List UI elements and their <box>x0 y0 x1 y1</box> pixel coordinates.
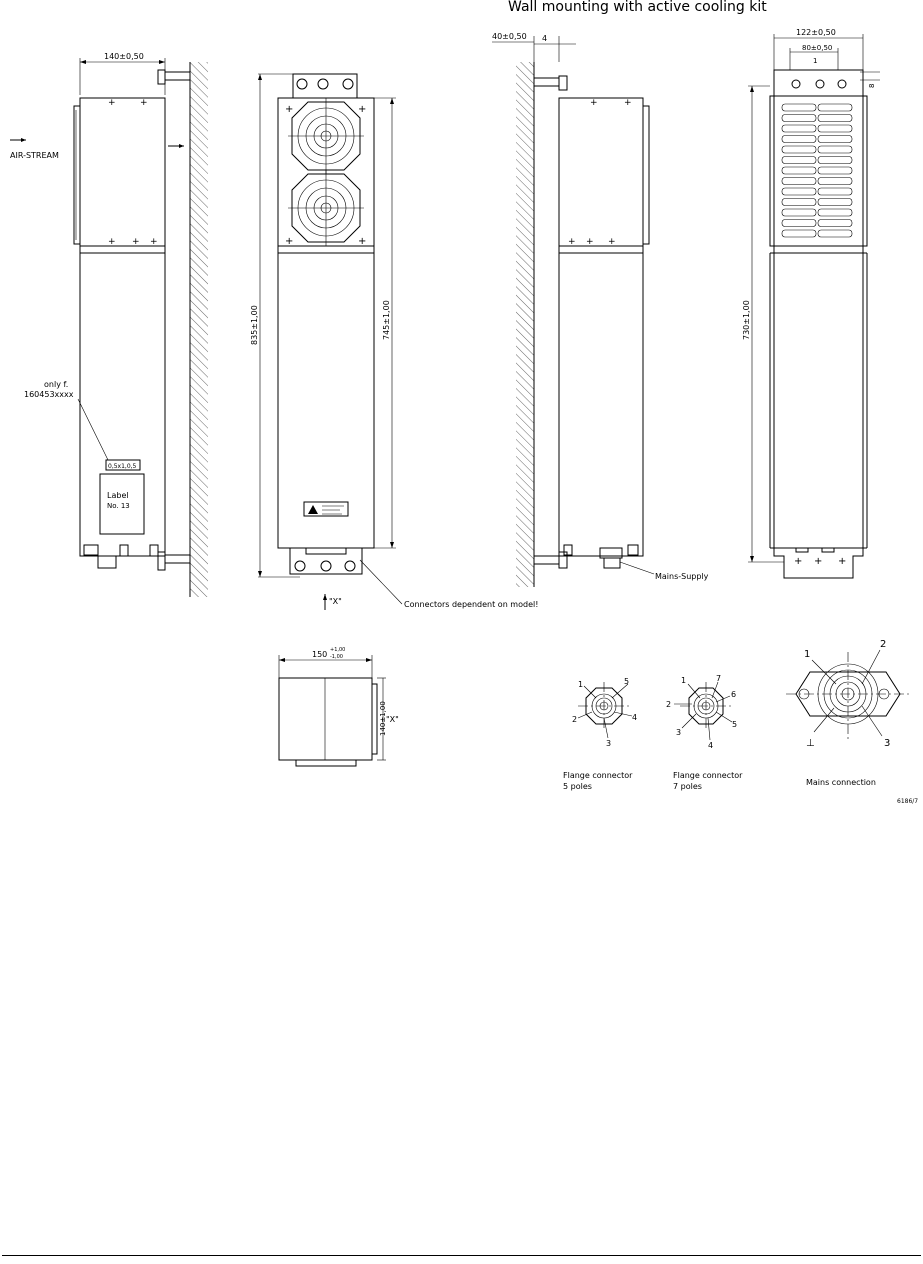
mains-pin-3: 3 <box>884 738 891 749</box>
front-view-fans <box>250 74 538 610</box>
dim-bottom-width: 150 <box>312 650 328 659</box>
svg-text:+: + <box>150 237 158 247</box>
svg-text:+: + <box>108 237 116 247</box>
label-number: No. 13 <box>107 502 130 510</box>
vent-slot <box>782 146 816 153</box>
vent-slot <box>818 104 852 111</box>
wall-hatch-right <box>516 62 534 587</box>
dim-wall-offset: 40±0,50 <box>492 32 527 41</box>
svg-text:+: + <box>590 98 598 108</box>
vent-slot <box>782 125 816 132</box>
label-box-top: 0,5x1,0,5 <box>108 463 137 470</box>
air-stream-label: AIR-STREAM <box>10 151 59 160</box>
conn5-pin-3: 3 <box>606 739 612 748</box>
svg-text:+: + <box>568 237 576 247</box>
vent-slot <box>818 199 852 206</box>
conn7-caption-1: Flange connector <box>673 771 743 780</box>
svg-text:+: + <box>132 237 140 247</box>
unit-body-left <box>80 98 165 556</box>
mains-pin-1: 1 <box>804 649 811 660</box>
wall-hatch-left <box>190 62 208 597</box>
drawing-title: Wall mounting with active cooling kit <box>508 0 767 15</box>
svg-text:+: + <box>624 98 632 108</box>
rear-view <box>742 28 880 578</box>
vent-slot <box>818 220 852 227</box>
vent-slot <box>782 115 816 122</box>
conn7-pin-4: 4 <box>708 741 714 750</box>
svg-text:+: + <box>108 98 116 108</box>
vent-grille <box>782 104 852 237</box>
svg-text:+: + <box>285 236 294 247</box>
part-number-label: 160453xxxx <box>24 390 74 399</box>
vent-slot <box>818 115 852 122</box>
conn5-pin-2: 2 <box>572 715 578 724</box>
vent-slot <box>782 220 816 227</box>
conn5-pin-1: 1 <box>578 680 584 689</box>
mains-connector <box>786 639 910 787</box>
mains-pin-ground: ⊥ <box>806 738 815 749</box>
dim-top-width: 122±0,50 <box>796 28 836 37</box>
mains-supply-label: Mains-Supply <box>655 572 709 581</box>
svg-text:+: + <box>814 556 823 567</box>
connector-7-pole <box>666 674 743 791</box>
mains-pin-2: 2 <box>880 639 887 650</box>
vent-slot <box>818 188 852 195</box>
vent-slot <box>818 136 852 143</box>
vent-slot <box>818 125 852 132</box>
dim-bottom-tol-lower: -1,00 <box>330 654 343 660</box>
vent-slot <box>782 199 816 206</box>
dim-inner-height: 745±1,00 <box>382 300 391 340</box>
dim-bottom-depth: 140±1,00 <box>379 701 387 736</box>
drawing-number: 6186/7 <box>897 798 919 805</box>
dim-hole-spacing: 80±0,50 <box>802 44 833 52</box>
only-for-label: only f. <box>44 380 69 389</box>
vent-slot <box>782 209 816 216</box>
vent-slot <box>818 146 852 153</box>
conn7-pin-3: 3 <box>676 728 682 737</box>
label-title: Label <box>107 491 129 500</box>
conn5-caption-2: 5 poles <box>563 782 592 791</box>
vent-slot <box>782 136 816 143</box>
vent-slot <box>782 104 816 111</box>
vent-slot <box>818 230 852 237</box>
connectors-note: Connectors dependent on model! <box>404 600 539 609</box>
conn7-pin-2: 2 <box>666 700 672 709</box>
dim-small-gap: 4 <box>542 34 548 43</box>
bottom-view <box>279 647 399 766</box>
conn7-caption-2: 7 poles <box>673 782 702 791</box>
dim-bottom-tol-upper: +1,00 <box>330 647 346 653</box>
svg-text:+: + <box>358 236 367 247</box>
bottom-plate <box>279 678 372 760</box>
view-x-side-label: "X" <box>386 715 399 724</box>
fan-lower <box>288 170 367 247</box>
dim-top-offset: 8 <box>868 83 876 88</box>
vent-slot <box>818 209 852 216</box>
mains-caption: Mains connection <box>806 778 876 787</box>
unit-body-right <box>559 98 643 556</box>
dim-right-height: 730±1,00 <box>742 300 751 340</box>
fan-upper <box>288 98 367 174</box>
dim-overall-height: 835±1,00 <box>250 305 259 345</box>
svg-text:+: + <box>358 104 367 115</box>
vent-slot <box>782 157 816 164</box>
conn7-pin-7: 7 <box>716 674 722 683</box>
vent-slot <box>782 230 816 237</box>
vent-slot <box>782 188 816 195</box>
conn7-pin-1: 1 <box>681 676 687 685</box>
dim-depth-left: 140±0,50 <box>104 52 144 61</box>
svg-text:+: + <box>838 556 847 567</box>
view-x-label: "X" <box>329 597 342 606</box>
conn7-pin-5: 5 <box>732 720 738 729</box>
svg-text:+: + <box>794 556 803 567</box>
page-bottom-rule <box>2 1255 921 1256</box>
conn7-pin-6: 6 <box>731 690 737 699</box>
svg-text:+: + <box>140 98 148 108</box>
conn5-pin-4: 4 <box>632 713 638 722</box>
vent-slot <box>782 167 816 174</box>
connector-5-pole <box>563 677 637 791</box>
vent-slot <box>782 178 816 185</box>
vent-slot <box>818 167 852 174</box>
dim-hole-center: 1 <box>813 57 818 65</box>
side-view-left <box>10 52 208 597</box>
conn5-caption-1: Flange connector <box>563 771 633 780</box>
svg-text:+: + <box>608 237 616 247</box>
side-view-right <box>492 32 709 587</box>
svg-text:+: + <box>586 237 594 247</box>
vent-slot <box>818 178 852 185</box>
conn5-pin-5: 5 <box>624 677 630 686</box>
vent-slot <box>818 157 852 164</box>
svg-text:+: + <box>285 104 294 115</box>
